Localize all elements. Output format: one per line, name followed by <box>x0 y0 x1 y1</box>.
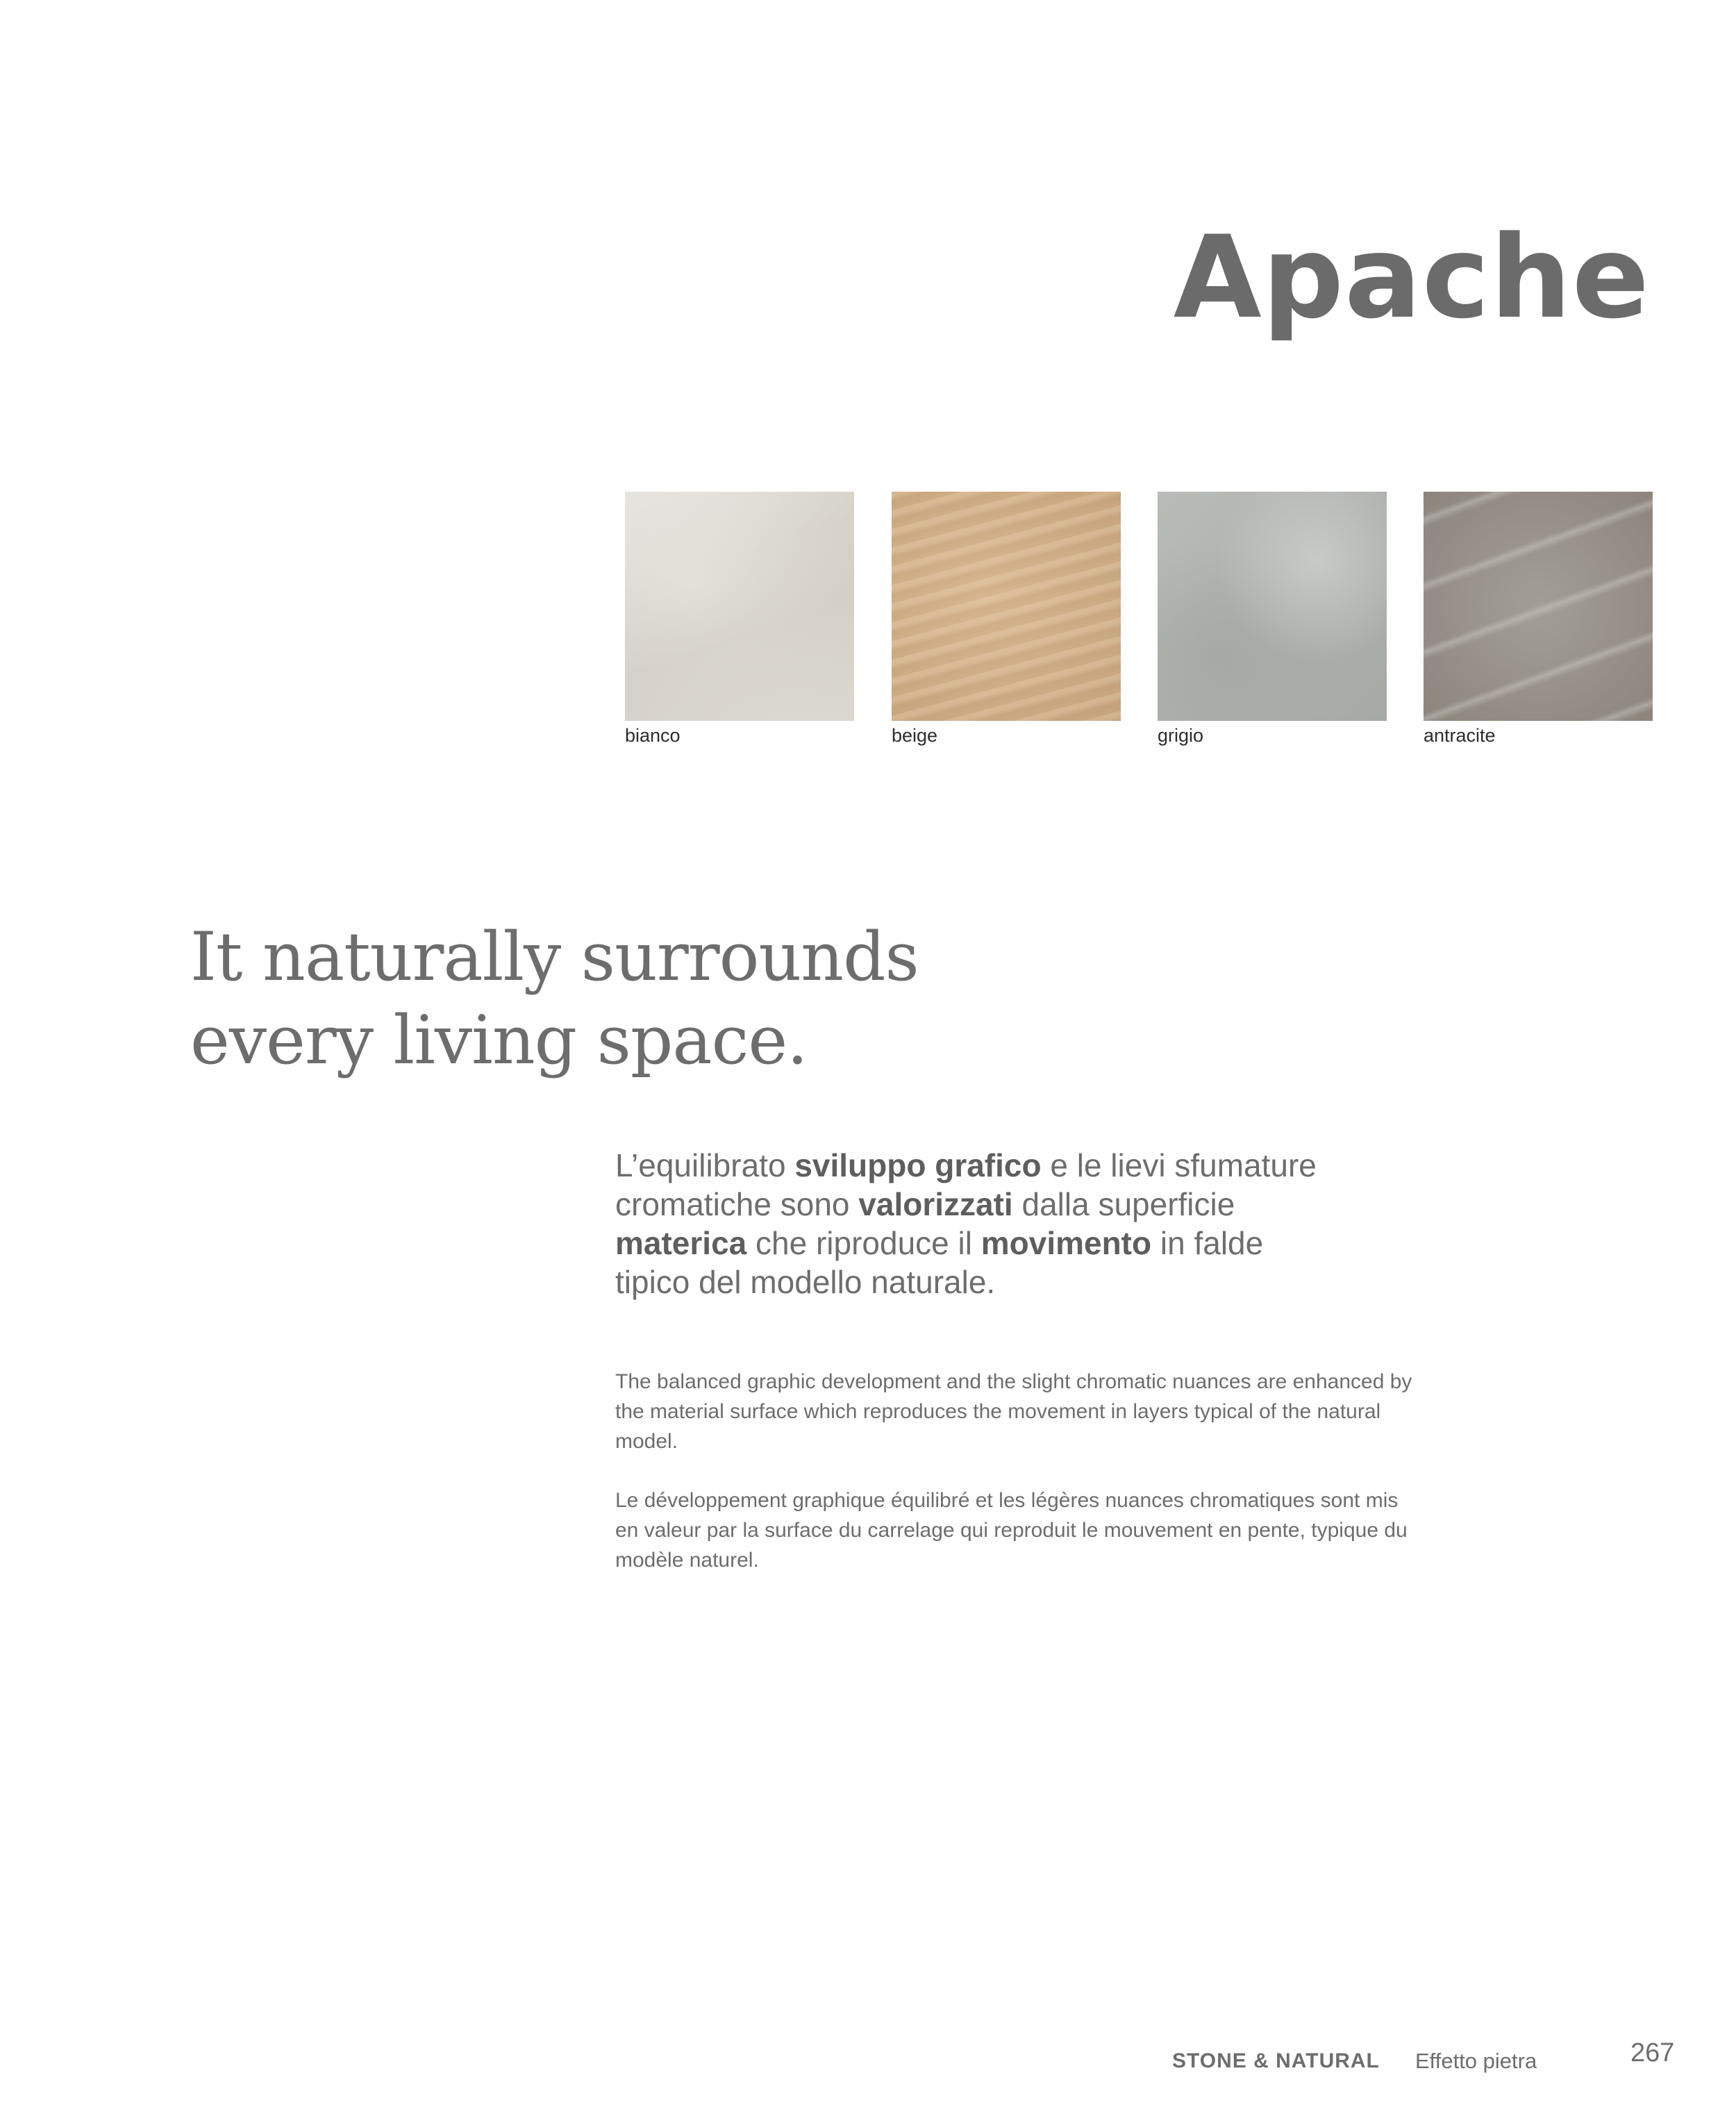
page-title: Apache <box>1173 211 1650 344</box>
italian-bold-text: sviluppo grafico <box>794 1147 1042 1183</box>
swatch-antracite <box>1424 492 1653 747</box>
swatch-label-grigio: grigio <box>1158 725 1204 746</box>
italian-line-3 <box>615 1224 1518 1263</box>
swatch-label-bianco: bianco <box>625 725 681 746</box>
footer-section-name: STONE & NATURAL <box>1172 2049 1380 2072</box>
headline-line-1: It naturally surrounds <box>190 918 919 996</box>
english-line-2: the material surface which reproduces the movement in layers typical of the natural <box>615 1400 1381 1423</box>
page-number: 267 <box>1630 2038 1675 2067</box>
footer-subsection-name: Effetto pietra <box>1415 2049 1537 2073</box>
italian-text: e le lievi sfumature <box>1041 1147 1317 1183</box>
swatch-bianco <box>625 492 854 747</box>
headline <box>190 915 919 1082</box>
italian-bold-text: materica <box>615 1225 747 1261</box>
swatch-grigio <box>1158 492 1387 747</box>
swatch-label-beige: beige <box>892 725 938 746</box>
french-line-2: en valeur par la surface du carrelage qui reproduit le mouvement en pente, typique du <box>615 1519 1408 1542</box>
swatch-tile-beige <box>892 492 1121 721</box>
swatch-beige <box>892 492 1121 747</box>
swatch-tile-antracite <box>1424 492 1653 721</box>
headline-line-2: every living space. <box>190 1001 808 1079</box>
italian-text: cromatiche sono <box>615 1186 859 1222</box>
english-line-3: model. <box>615 1430 678 1453</box>
italian-bold-text: valorizzati <box>858 1186 1013 1222</box>
italian-line-2 <box>615 1185 1518 1224</box>
italian-text: che riproduce il <box>746 1225 981 1261</box>
english-line-1: The balanced graphic development and the slight chromatic nuances are enhanced by <box>615 1370 1412 1393</box>
italian-text: in falde <box>1151 1225 1264 1261</box>
french-line-3: modèle naturel. <box>615 1549 759 1572</box>
italian-text: dalla superficie <box>1012 1186 1235 1222</box>
swatch-tile-bianco <box>625 492 854 721</box>
italian-description <box>615 1146 1518 1301</box>
italian-line-4: tipico del modello naturale. <box>615 1264 996 1300</box>
italian-bold-text: movimento <box>980 1225 1152 1261</box>
french-line-1: Le développement graphique équilibré et les légères nuances chromatiques sont mis <box>615 1489 1399 1512</box>
swatch-label-antracite: antracite <box>1424 725 1496 746</box>
french-description <box>615 1485 1546 1575</box>
italian-text: L’equilibrato <box>615 1147 795 1183</box>
italian-line-1 <box>615 1146 1518 1185</box>
color-swatches <box>625 492 1650 749</box>
english-description <box>615 1367 1546 1456</box>
swatch-tile-grigio <box>1158 492 1387 721</box>
